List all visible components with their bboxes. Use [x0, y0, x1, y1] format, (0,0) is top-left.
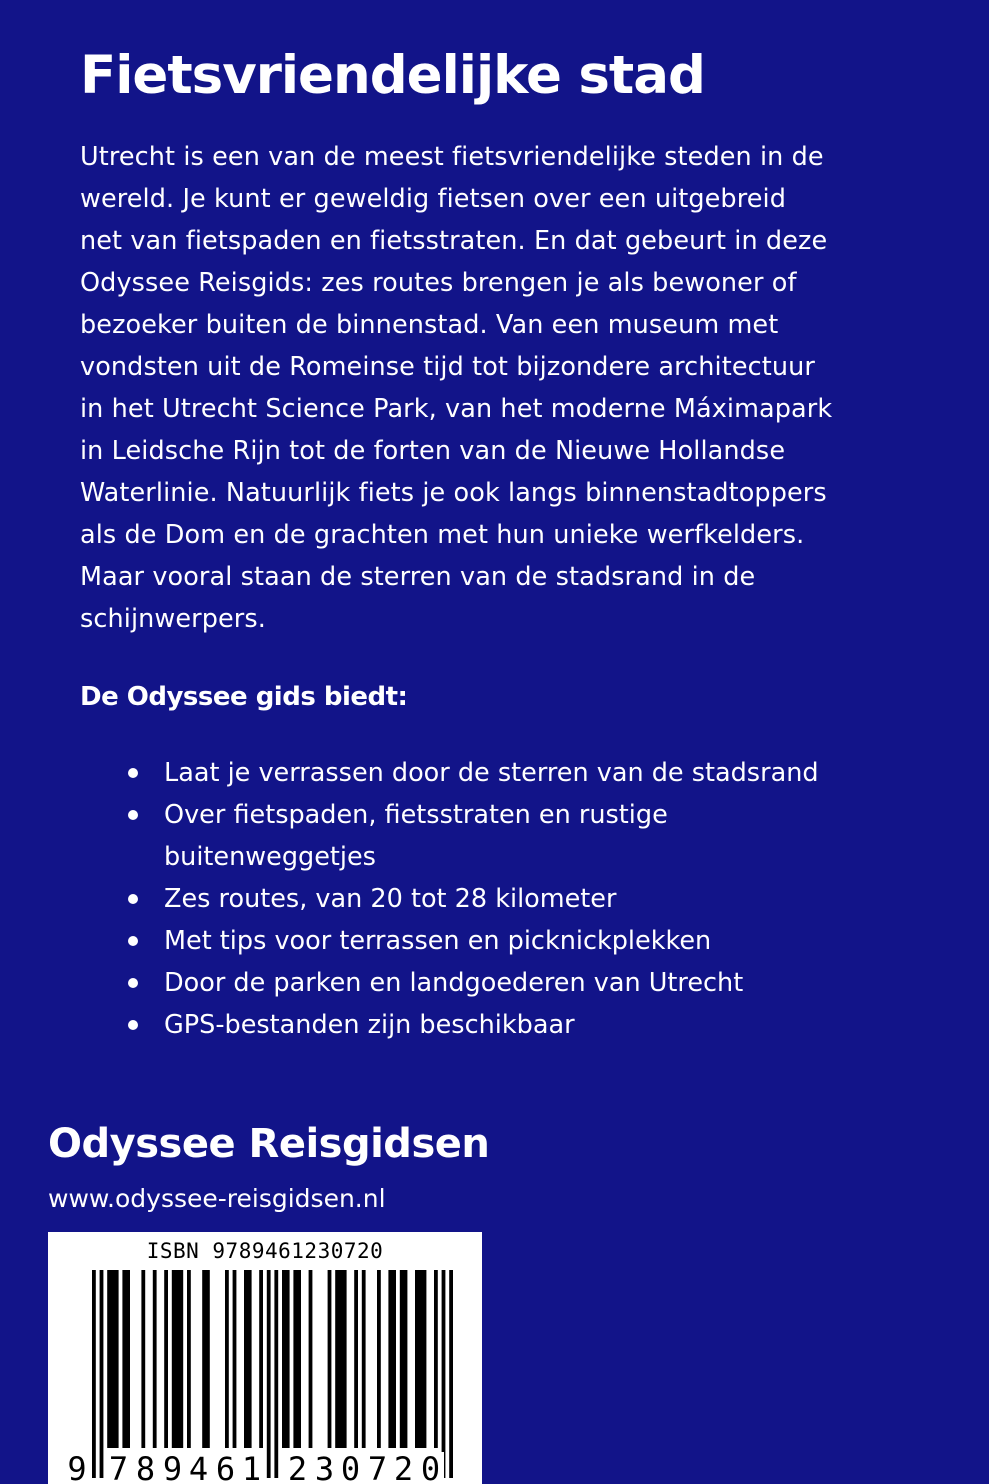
barcode-digit: 3 [311, 1452, 338, 1484]
barcode-digit: 8 [132, 1452, 159, 1484]
barcode-digit: 6 [212, 1452, 239, 1484]
bullet-icon [128, 978, 138, 988]
feature-item [80, 878, 940, 920]
isbn-label: ISBN 9789461230720 [146, 1239, 384, 1263]
bullet-icon [128, 894, 138, 904]
intro-line: Waterlinie. Natuurlijk fiets je ook langs binnenstadtoppers [80, 478, 827, 508]
barcode-digit: 0 [337, 1452, 364, 1484]
barcode-digit: 2 [284, 1452, 311, 1484]
intro-line: bezoeker buiten de binnenstad. Van een museum met [80, 310, 779, 340]
intro-line: als de Dom en de grachten met hun unieke werfkelders. [80, 520, 805, 550]
feature-item [80, 1004, 940, 1046]
feature-text: GPS-bestanden zijn beschikbaar [164, 1010, 575, 1040]
bullet-icon [128, 936, 138, 946]
publisher-name: Odyssee Reisgidsen [48, 1121, 490, 1167]
intro-line: Odyssee Reisgids: zes routes brengen je als bewoner of [80, 268, 797, 298]
features-list [80, 752, 940, 1046]
intro-line: wereld. Je kunt er geweldig fietsen over een uitgebreid [80, 184, 787, 214]
barcode-digit: 9 [159, 1452, 186, 1484]
barcode-digit: 1 [238, 1452, 265, 1484]
barcode-digit: 7 [364, 1452, 391, 1484]
publisher-website: www.odyssee-reisgidsen.nl [48, 1184, 386, 1213]
bullet-icon [128, 810, 138, 820]
feature-text: Met tips voor terrassen en picknickplekken [164, 926, 712, 956]
feature-text: buitenweggetjes [164, 842, 376, 872]
intro-line: vondsten uit de Romeinse tijd tot bijzondere architectuur [80, 352, 815, 382]
intro-line: Utrecht is een van de meest fietsvriendelijke steden in de [80, 142, 824, 172]
barcode-digits [48, 1232, 482, 1484]
feature-text: Laat je verrassen door de sterren van de stadsrand [164, 758, 819, 788]
feature-text: Over fietspaden, fietsstraten en rustige [164, 800, 668, 830]
features-heading: De Odyssee gids biedt: [80, 682, 408, 712]
intro-line: Maar vooral staan de sterren van de stadsrand in de [80, 562, 756, 592]
barcode-digit: 4 [185, 1452, 212, 1484]
feature-text: Zes routes, van 20 tot 28 kilometer [164, 884, 617, 914]
intro-line: in het Utrecht Science Park, van het moderne Máximapark [80, 394, 833, 424]
feature-item [80, 920, 940, 962]
feature-item [80, 752, 940, 794]
barcode-digit: 2 [390, 1452, 417, 1484]
barcode-digit: 7 [105, 1452, 132, 1484]
intro-paragraph [80, 136, 930, 640]
feature-item [80, 962, 940, 1004]
intro-line: net van fietspaden en fietsstraten. En dat gebeurt in deze [80, 226, 828, 256]
feature-text: Door de parken en landgoederen van Utrecht [164, 968, 744, 998]
bullet-icon [128, 768, 138, 778]
feature-item [80, 794, 940, 878]
barcode-digit: 9 [67, 1450, 87, 1484]
page-title: Fietsvriendelijke stad [80, 45, 705, 106]
barcode-digit: 0 [417, 1452, 444, 1484]
bullet-icon [128, 1020, 138, 1030]
intro-line: in Leidsche Rijn tot de forten van de Nieuwe Hollandse [80, 436, 786, 466]
intro-line: schijnwerpers. [80, 604, 266, 634]
isbn-barcode [48, 1232, 482, 1484]
